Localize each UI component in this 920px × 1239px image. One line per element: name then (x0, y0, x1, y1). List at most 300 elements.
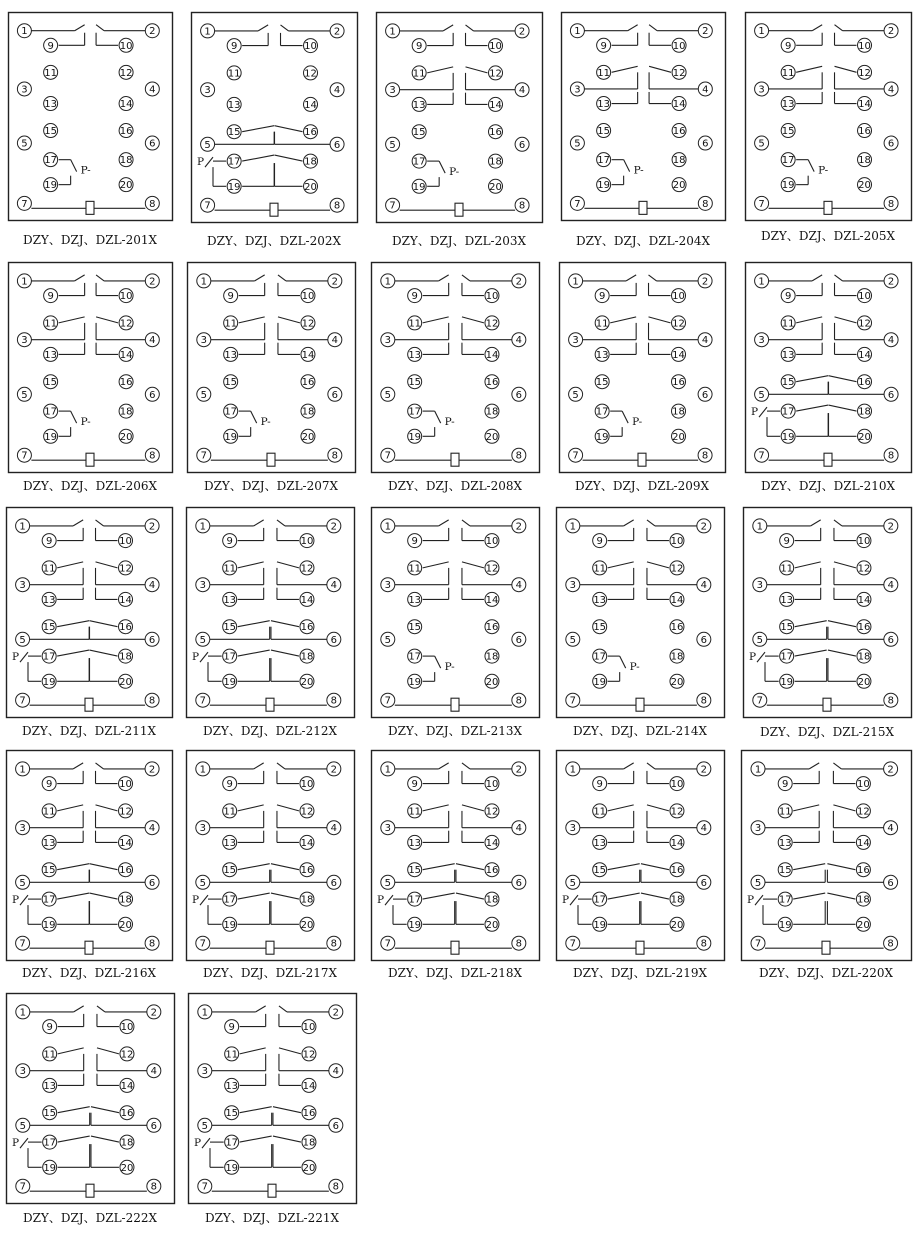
coil (639, 201, 647, 214)
contact-blade (278, 317, 300, 323)
terminal-number: 5 (21, 389, 28, 401)
terminal-number: 20 (300, 919, 314, 931)
contact-blade (423, 562, 449, 568)
terminal-number: 15 (597, 126, 611, 138)
terminal-number: 8 (149, 198, 156, 210)
p-label: P (751, 406, 759, 419)
terminal-number: 15 (412, 127, 426, 139)
terminal-number: 4 (887, 580, 895, 592)
terminal-number: 8 (518, 200, 526, 212)
terminal-number: 4 (700, 823, 708, 835)
terminal-number: 19 (780, 676, 794, 688)
terminal-number: 1 (19, 1007, 26, 1019)
terminal-number: 15 (44, 377, 58, 389)
terminal-number: 3 (569, 580, 576, 592)
terminal-number: 11 (408, 563, 422, 575)
p-blade (435, 656, 441, 668)
terminal-number: 20 (672, 431, 685, 443)
contact-blade (57, 562, 83, 568)
panel-frame (9, 13, 173, 221)
terminal-number: 20 (485, 919, 499, 931)
contact-blade (608, 562, 634, 568)
terminal-number: 10 (672, 40, 686, 52)
terminal-number: 11 (42, 806, 56, 818)
panel-caption: DZY、DZJ、DZL-220X (758, 966, 894, 980)
terminal-number: 4 (887, 84, 895, 96)
contact-blade (242, 126, 274, 132)
terminal-number: 18 (301, 406, 315, 418)
panel-caption: DZY、DZJ、DZL-216X (21, 966, 157, 980)
contact-blade (90, 864, 118, 870)
terminal-number: 12 (300, 563, 314, 575)
relay-panel-209 (560, 263, 726, 494)
contact-blade (73, 520, 83, 526)
panel-caption: DZY、DZJ、DZL-209X (574, 479, 710, 493)
p-slash (20, 1138, 28, 1148)
terminal-number: 10 (119, 536, 132, 548)
terminal-number: 20 (489, 181, 502, 193)
contact-blade (91, 1136, 119, 1142)
terminal-number: 10 (672, 291, 685, 303)
terminal-number: 8 (330, 695, 338, 707)
terminal-number: 9 (45, 779, 53, 791)
panel-caption: DZY、DZJ、DZL-208X (387, 479, 523, 493)
terminal-number: 6 (702, 138, 709, 150)
contact-blade (827, 864, 855, 870)
terminal-number: 12 (672, 318, 685, 330)
panel-caption: DZY、DZJ、DZL-207X (203, 479, 339, 493)
terminal-number: 5 (384, 634, 391, 646)
terminal-number: 16 (670, 622, 684, 634)
terminal-number: 11 (42, 563, 56, 575)
terminal-number: 14 (857, 837, 870, 849)
contact-blade (828, 650, 856, 656)
terminal-number: 17 (778, 894, 792, 906)
contact-blade (96, 805, 118, 811)
terminal-number: 2 (518, 26, 526, 38)
terminal-number: 13 (42, 594, 56, 606)
p-slash (757, 652, 765, 662)
terminal-number: 16 (120, 1108, 134, 1120)
terminal-number: 10 (301, 291, 315, 303)
terminal-number: 12 (670, 563, 684, 575)
contact-blade (608, 893, 640, 899)
terminal-number: 1 (19, 764, 26, 776)
coil (451, 941, 459, 954)
contact-blade (96, 763, 104, 769)
p-minus-label: P- (80, 416, 91, 429)
terminal-number: 13 (224, 349, 238, 361)
terminal-number: 7 (754, 938, 762, 950)
terminal-number: 20 (858, 431, 871, 443)
terminal-number: 1 (21, 276, 28, 288)
contact-blade (835, 317, 857, 323)
contact-blade (423, 317, 449, 323)
terminal-number: 7 (758, 198, 765, 210)
contact-blade (443, 25, 453, 31)
p-label: P (194, 1137, 202, 1150)
panel-frame (9, 263, 173, 473)
contact-blade (812, 25, 822, 31)
panel-caption: DZY、DZJ、DZL-219X (572, 966, 708, 980)
terminal-number: 9 (783, 536, 790, 548)
terminal-number: 19 (778, 919, 792, 931)
contact-blade (829, 376, 857, 382)
relay-panel-207 (188, 263, 356, 494)
panel-frame (744, 508, 912, 718)
contact-blade (239, 317, 265, 323)
terminal-number: 15 (224, 377, 238, 389)
terminal-number: 3 (204, 85, 211, 97)
terminal-number: 17 (42, 651, 56, 663)
contact-blade (834, 520, 842, 526)
terminal-number: 5 (756, 634, 763, 646)
relay-panel-205 (746, 13, 912, 244)
p-slash (20, 895, 28, 905)
terminal-number: 13 (781, 349, 795, 361)
contact-blade (796, 376, 828, 382)
contact-blade (835, 275, 843, 281)
contact-blade (647, 520, 655, 526)
relay-panel-216 (7, 751, 173, 981)
terminal-number: 8 (148, 695, 156, 707)
terminal-number: 12 (858, 67, 871, 79)
p-minus-label: P- (444, 416, 455, 429)
p-blade (808, 160, 814, 172)
contact-blade (90, 893, 118, 899)
terminal-number: 10 (489, 41, 502, 53)
terminal-number: 15 (593, 865, 607, 877)
terminal-number: 16 (485, 865, 499, 877)
relay-panel-212 (187, 508, 355, 739)
coil (86, 201, 94, 214)
panel-frame (557, 508, 725, 718)
panel-caption: DZY、DZJ、DZL-212X (202, 724, 338, 738)
terminal-number: 5 (569, 877, 576, 889)
coil (267, 453, 275, 466)
relay-panel-210 (746, 263, 912, 494)
coil (824, 201, 832, 214)
terminal-number: 1 (384, 764, 391, 776)
terminal-number: 12 (489, 68, 502, 80)
contact-blade (796, 405, 828, 411)
panel-caption: DZY、DZJ、DZL-202X (206, 234, 342, 248)
terminal-number: 1 (21, 26, 28, 38)
relay-panel-217 (187, 751, 355, 981)
terminal-number: 9 (230, 41, 238, 53)
terminal-number: 9 (784, 291, 792, 303)
terminal-number: 13 (223, 837, 237, 849)
terminal-number: 17 (412, 156, 426, 168)
terminal-number: 1 (572, 276, 579, 288)
contact-blade (73, 763, 83, 769)
contact-blade (608, 805, 634, 811)
p-minus-label: P- (449, 166, 460, 179)
terminal-number: 5 (758, 138, 765, 150)
contact-blade (423, 864, 455, 870)
terminal-number: 13 (227, 99, 241, 111)
terminal-number: 11 (224, 318, 238, 330)
terminal-number: 17 (597, 155, 611, 167)
terminal-number: 5 (384, 389, 391, 401)
coil (824, 453, 832, 466)
contact-blade (57, 650, 89, 656)
terminal-number: 6 (700, 634, 708, 646)
terminal-number: 14 (858, 99, 871, 111)
terminal-number: 6 (149, 389, 156, 401)
contact-blade (462, 763, 470, 769)
terminal-number: 2 (330, 764, 338, 776)
contact-blade (456, 864, 484, 870)
terminal-number: 4 (515, 580, 523, 592)
terminal-number: 15 (42, 865, 56, 877)
coil (636, 941, 644, 954)
terminal-number: 5 (21, 138, 28, 150)
terminal-number: 7 (19, 938, 26, 950)
terminal-number: 6 (330, 634, 338, 646)
terminal-number: 3 (389, 85, 396, 97)
terminal-number: 14 (489, 99, 502, 111)
terminal-number: 11 (44, 318, 58, 330)
terminal-number: 20 (857, 676, 871, 688)
terminal-number: 8 (149, 450, 156, 462)
contact-blade (281, 25, 289, 31)
terminal-number: 8 (887, 695, 895, 707)
terminal-number: 16 (301, 377, 315, 389)
terminal-number: 5 (199, 634, 206, 646)
terminal-number: 8 (700, 695, 708, 707)
contact-blade (811, 520, 821, 526)
terminal-number: 19 (408, 919, 422, 931)
terminal-number: 15 (595, 377, 609, 389)
panel-caption: DZY、DZJ、DZL-214X (572, 724, 708, 738)
terminal-number: 14 (672, 349, 685, 361)
terminal-number: 15 (227, 127, 241, 139)
terminal-number: 4 (887, 823, 894, 835)
terminal-number: 20 (304, 181, 317, 193)
terminal-number: 7 (201, 1181, 208, 1193)
terminal-number: 13 (412, 99, 426, 111)
terminal-number: 20 (301, 431, 315, 443)
contact-blade (97, 1006, 105, 1012)
terminal-number: 5 (384, 877, 391, 889)
terminal-number: 11 (44, 67, 58, 79)
terminal-number: 1 (19, 521, 26, 533)
terminal-number: 8 (515, 450, 523, 462)
terminal-number: 20 (120, 1162, 134, 1174)
terminal-number: 5 (199, 877, 206, 889)
panel-frame (746, 263, 912, 473)
terminal-number: 10 (300, 779, 314, 791)
terminal-number: 11 (778, 806, 792, 818)
contact-blade (75, 275, 85, 281)
p-label: P (747, 894, 755, 907)
p-label: P (12, 651, 20, 664)
terminal-number: 15 (225, 1108, 239, 1120)
terminal-number: 12 (301, 318, 315, 330)
terminal-number: 6 (887, 389, 895, 401)
terminal-number: 18 (485, 651, 499, 663)
terminal-number: 13 (780, 594, 794, 606)
contact-blade (466, 67, 488, 73)
terminal-number: 8 (700, 938, 708, 950)
terminal-number: 18 (119, 651, 132, 663)
contact-blade (96, 520, 104, 526)
terminal-number: 18 (672, 406, 685, 418)
contact-blade (796, 66, 822, 72)
terminal-number: 9 (782, 779, 789, 791)
contact-blade (796, 317, 822, 323)
contact-blade (238, 805, 264, 811)
contact-blade (612, 66, 638, 72)
panel-frame (557, 751, 725, 961)
p-blade (620, 656, 626, 668)
terminal-number: 8 (702, 198, 709, 210)
terminal-number: 10 (300, 536, 314, 548)
terminal-number: 6 (701, 389, 709, 401)
contact-blade (273, 1136, 301, 1142)
contact-blade (238, 621, 270, 627)
terminal-number: 1 (569, 521, 576, 533)
terminal-number: 8 (148, 938, 156, 950)
p-slash (205, 157, 213, 167)
terminal-number: 7 (19, 1181, 26, 1193)
terminal-number: 11 (225, 1049, 239, 1061)
terminal-number: 8 (330, 938, 338, 950)
terminal-number: 16 (302, 1108, 316, 1120)
terminal-number: 4 (515, 823, 523, 835)
terminal-number: 18 (858, 406, 871, 418)
panel-frame (189, 994, 357, 1204)
p-minus-label: P- (633, 164, 644, 177)
terminal-number: 16 (672, 126, 686, 138)
p-slash (200, 895, 208, 905)
contact-blade (628, 25, 638, 31)
terminal-number: 2 (150, 1007, 158, 1019)
terminal-number: 6 (333, 139, 341, 151)
terminal-number: 1 (758, 26, 765, 38)
terminal-number: 2 (515, 764, 523, 776)
contact-blade (96, 562, 118, 568)
terminal-number: 12 (119, 67, 133, 79)
contact-blade (439, 520, 449, 526)
terminal-number: 14 (119, 837, 132, 849)
terminal-number: 17 (227, 156, 241, 168)
relay-panel-211 (7, 508, 173, 739)
terminal-number: 4 (887, 335, 895, 347)
terminal-number: 20 (858, 180, 871, 192)
terminal-number: 4 (148, 823, 156, 835)
coil (636, 698, 644, 711)
terminal-number: 19 (43, 1162, 57, 1174)
panel-frame (187, 508, 355, 718)
terminal-number: 18 (670, 894, 684, 906)
terminal-number: 10 (485, 536, 499, 548)
terminal-number: 2 (330, 521, 338, 533)
terminal-number: 10 (119, 779, 132, 791)
terminal-number: 5 (19, 877, 26, 889)
terminal-number: 15 (408, 622, 422, 634)
terminal-number: 20 (119, 676, 132, 688)
terminal-number: 3 (758, 84, 765, 96)
p-label: P (377, 894, 385, 907)
terminal-number: 11 (595, 318, 609, 330)
terminal-number: 13 (408, 594, 422, 606)
p-minus-label: P- (629, 661, 640, 674)
terminal-number: 9 (228, 1022, 235, 1034)
contact-blade (649, 317, 671, 323)
terminal-number: 9 (411, 536, 418, 548)
terminal-number: 2 (515, 276, 523, 288)
terminal-number: 12 (485, 318, 499, 330)
terminal-number: 1 (384, 521, 391, 533)
terminal-number: 9 (596, 779, 603, 791)
coil (451, 453, 459, 466)
contact-blade (793, 864, 825, 870)
contact-blade (57, 621, 89, 627)
terminal-number: 19 (412, 181, 426, 193)
terminal-number: 15 (43, 1108, 57, 1120)
terminal-number: 3 (199, 823, 206, 835)
terminal-number: 9 (600, 40, 607, 52)
contact-blade (273, 1107, 301, 1113)
terminal-number: 9 (45, 536, 53, 548)
contact-blade (57, 805, 83, 811)
terminal-number: 8 (331, 450, 339, 462)
contact-blade (641, 893, 669, 899)
terminal-number: 6 (330, 877, 338, 889)
terminal-number: 19 (227, 181, 241, 193)
terminal-number: 12 (300, 806, 314, 818)
terminal-number: 4 (332, 1066, 340, 1078)
contact-blade (462, 520, 470, 526)
terminal-number: 18 (119, 155, 133, 167)
terminal-number: 19 (42, 676, 56, 688)
terminal-number: 11 (223, 806, 237, 818)
terminal-number: 18 (119, 894, 132, 906)
contact-blade (795, 621, 827, 627)
terminal-number: 10 (485, 291, 499, 303)
terminal-number: 16 (858, 126, 871, 138)
terminal-number: 6 (150, 1120, 158, 1132)
terminal-number: 15 (408, 865, 422, 877)
contact-blade (466, 25, 474, 31)
terminal-number: 3 (19, 1066, 26, 1078)
terminal-number: 6 (887, 634, 895, 646)
terminal-number: 1 (389, 26, 396, 38)
terminal-number: 4 (148, 580, 156, 592)
terminal-number: 3 (384, 823, 391, 835)
terminal-number: 14 (858, 349, 871, 361)
terminal-number: 6 (148, 634, 156, 646)
terminal-number: 3 (758, 335, 765, 347)
terminal-number: 19 (597, 180, 611, 192)
terminal-number: 10 (858, 291, 871, 303)
terminal-number: 16 (670, 865, 684, 877)
panel-frame (7, 994, 175, 1204)
terminal-number: 19 (44, 180, 58, 192)
contact-blade (240, 1107, 272, 1113)
contact-blade (624, 520, 634, 526)
p-blade (71, 411, 77, 423)
contact-blade (275, 126, 303, 132)
terminal-number: 4 (333, 85, 341, 97)
terminal-number: 15 (781, 126, 795, 138)
terminal-number: 4 (150, 1066, 158, 1078)
contact-blade (271, 650, 299, 656)
p-slash (759, 407, 767, 417)
terminal-number: 20 (670, 676, 684, 688)
